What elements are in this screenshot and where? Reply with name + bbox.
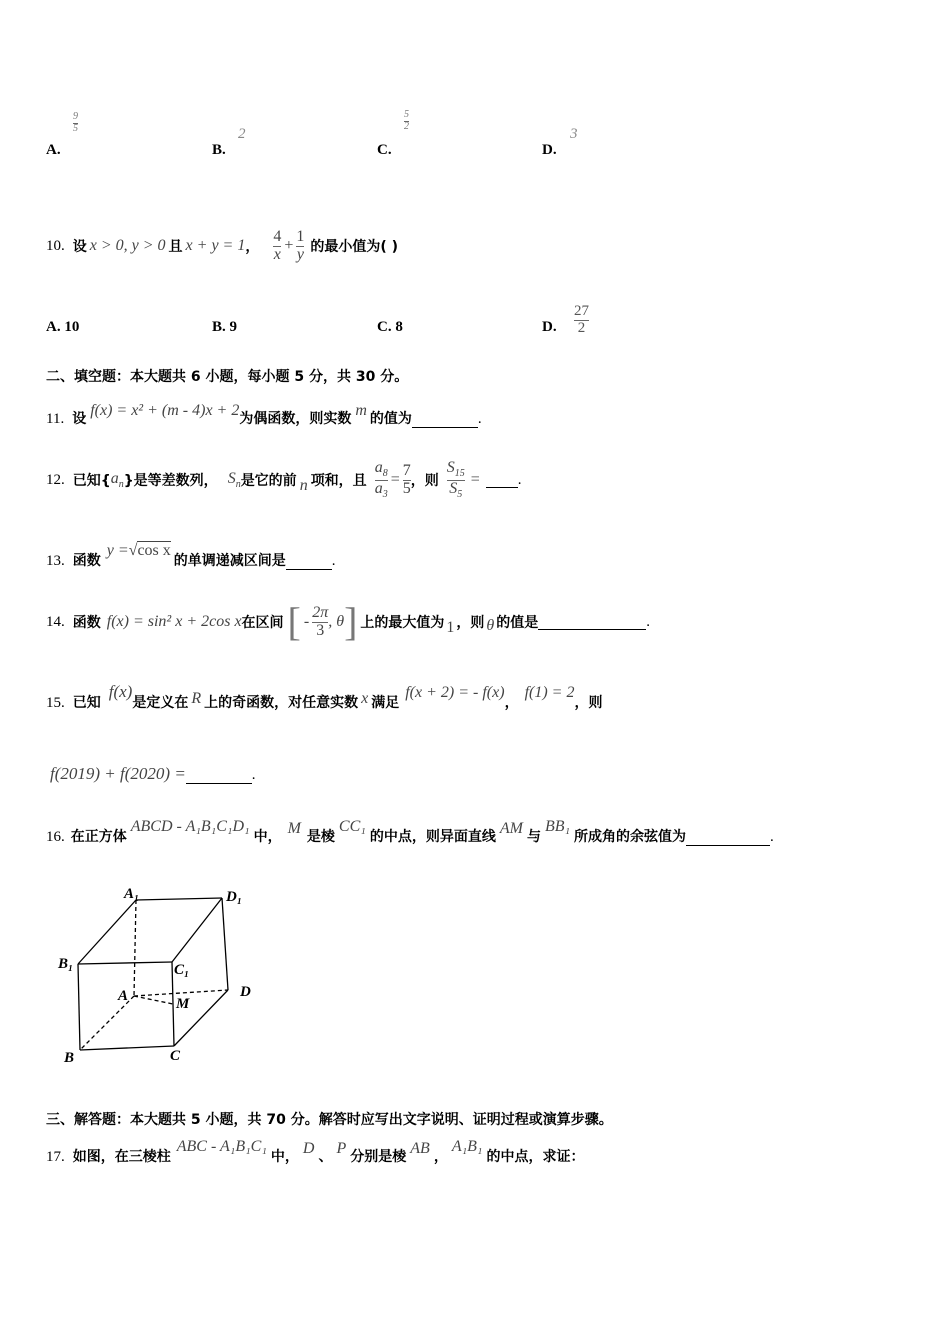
question-14: 14. 函数 f(x) = sin² x + 2cos x 在区间 [ - $\frac{2\pi}{3}$ , θ ] 上的最大值为 1 ，则 θ 的值是 .: [46, 599, 651, 644]
q9-option-a: A.: [46, 142, 61, 158]
edge-a1-a-hidden: [134, 900, 136, 996]
q9-option-c-value: 5 2: [404, 109, 409, 132]
edge-a-b-hidden: [80, 996, 134, 1050]
q9-option-a-value: 9 5: [73, 111, 78, 134]
label-a1: A₁: [124, 886, 140, 902]
q10-option-a: A. 10: [46, 319, 80, 335]
label-d1: D₁: [226, 889, 243, 905]
section-2-title: 二、填空题：本大题共 6 小题，每小题 5 分，共 30 分。: [46, 369, 409, 385]
edge-a1-b1: [78, 900, 136, 964]
q10-option-d: D.: [542, 319, 557, 335]
edge-b1-c1: [78, 962, 172, 964]
q10-option-c: C. 8: [377, 319, 403, 335]
label-m: M: [176, 996, 190, 1012]
q15-answer-blank: [186, 769, 252, 784]
label-c1: C₁: [174, 962, 190, 978]
question-12: 12. 已知{ $a_n$ }是等差数列， $S_n$ 是它的前 n 项和，且 $\frac{a_8}{a_3}$ = $\frac{7}{5}$ ，则 $\frac{S_{15}}{S_5}$ = .: [46, 459, 522, 500]
label-c: C: [170, 1048, 181, 1064]
question-15-line-2: f(2019) + f(2020) = .: [50, 764, 256, 783]
edge-b-c: [80, 1046, 174, 1050]
q10-option-d-value: 27 2: [574, 303, 589, 336]
q16-answer-blank: [686, 831, 770, 846]
question-16: 16. 在正方体 ABCD - A₁B₁C₁D₁ 中， M 是棱 CC₁ 的中点，则异面直线 AM 与 BB₁ 所成角的余弦值为 .: [46, 818, 774, 845]
section-3-title: 三、解答题：本大题共 5 小题，共 70 分。解答时应写出文字说明、证明过程或演算步骤。: [46, 1112, 613, 1128]
q9-option-c: C.: [377, 142, 392, 158]
q9-option-d-value: 3: [570, 126, 578, 142]
q13-answer-blank: [286, 555, 332, 570]
edge-c1-d1: [172, 898, 222, 962]
q9-option-b-value: 2: [238, 126, 246, 142]
q9-option-b: B.: [212, 142, 226, 158]
label-b1: B₁: [58, 956, 74, 972]
question-15: 15. 已知 f(x) 是定义在 R 上的奇函数，对任意实数 x 满足 f(x + 2) = - f(x) ， f(1) = 2 ，则: [46, 682, 603, 711]
edge-b1-b: [78, 964, 80, 1050]
q9-option-d: D.: [542, 142, 557, 158]
q14-answer-blank: [538, 615, 646, 630]
label-a: A: [118, 988, 129, 1004]
question-11: 11. 设 f(x) = x² + (m - 4)x + 2 为偶函数，则实数 m 的值为 .: [46, 402, 482, 427]
q10-option-b: B. 9: [212, 319, 238, 335]
label-b: B: [64, 1050, 75, 1066]
q12-answer-blank: [486, 473, 518, 488]
q11-answer-blank: [412, 413, 478, 428]
cube-figure: [50, 878, 270, 1070]
label-d: D: [240, 984, 251, 1000]
edge-d1-d: [222, 898, 228, 990]
segment-a-m-hidden: [134, 996, 173, 1004]
question-17: 17. 如图，在三棱柱 ABC - A₁B₁C₁ 中， D 、 P 分别是棱 AB ， A₁B₁ 的中点，求证：: [46, 1138, 585, 1165]
question-13: 13. 函数 y = √ cos x 的单调递减区间是 .: [46, 542, 336, 569]
question-10: 10. 设 x > 0, y > 0 且 x + y = 1 ， $\frac{4}{x}$ + $\frac{1}{y}$ 的最小值为( ): [46, 227, 399, 263]
edge-a1-d1: [136, 898, 222, 900]
